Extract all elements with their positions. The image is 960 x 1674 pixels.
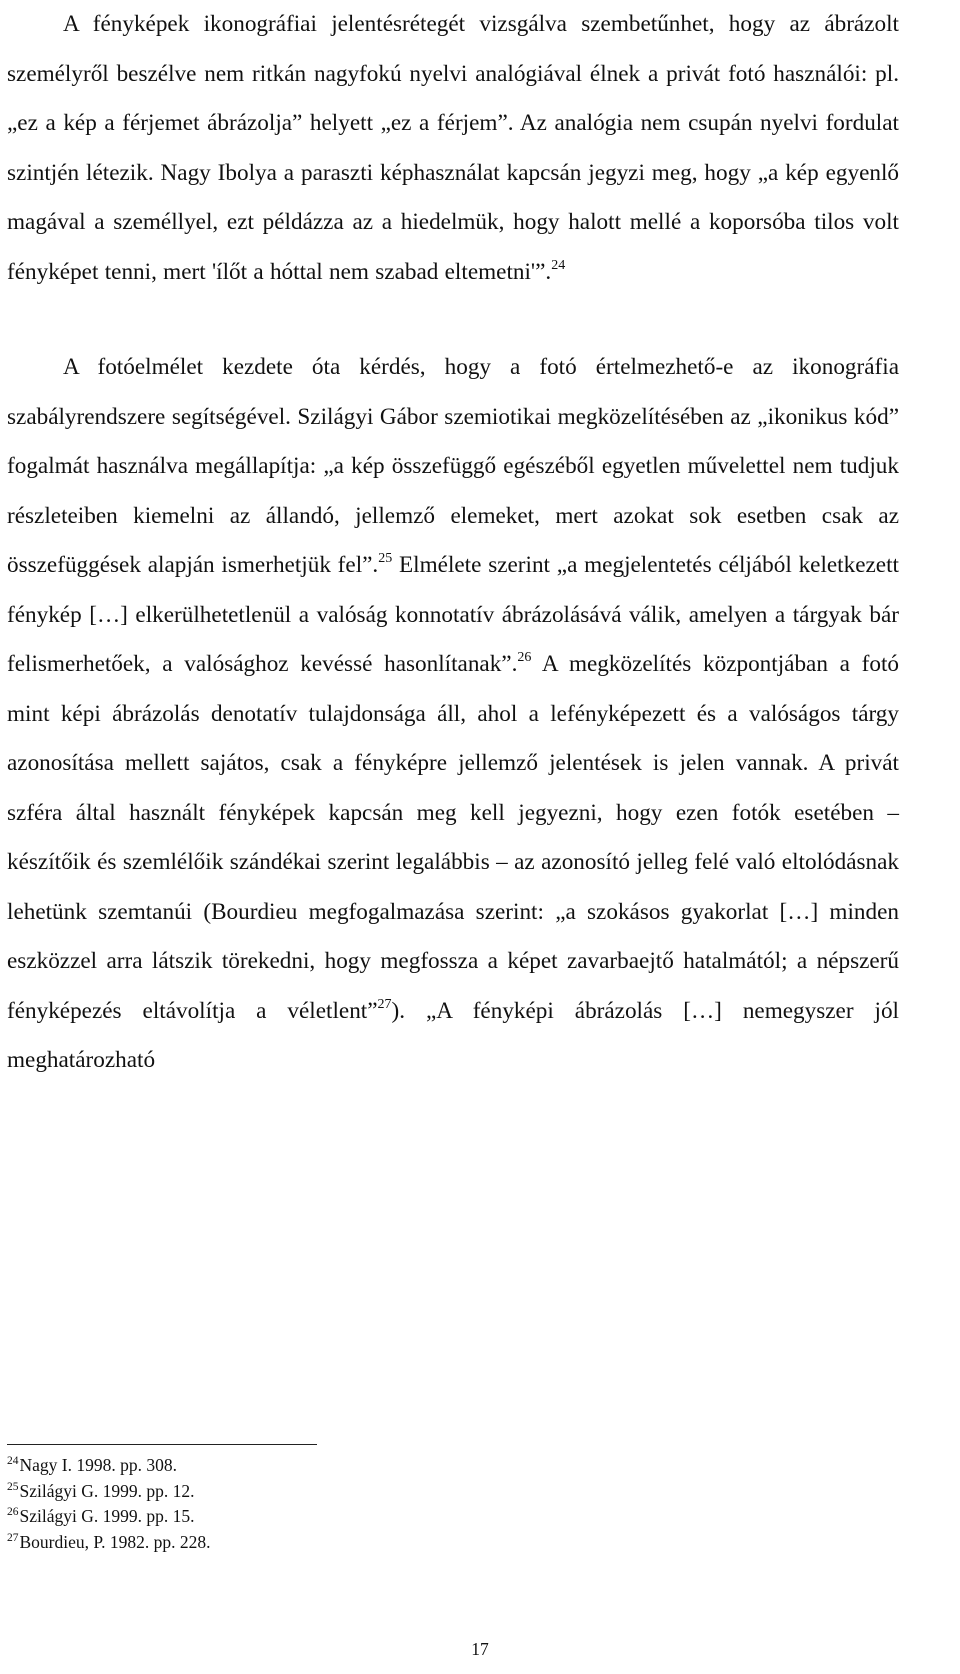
paragraph-2 (7, 343, 899, 1086)
footnote-text: Szilágyi G. 1999. pp. 15. (19, 1506, 195, 1526)
footnote-26 (7, 1504, 607, 1530)
footnote-25 (7, 1479, 607, 1505)
footnote-number: 27 (7, 1531, 19, 1544)
footnote-text: Bourdieu, P. 1982. pp. 228. (19, 1531, 211, 1552)
footnote-ref-26: 26 (517, 650, 532, 665)
footnote-24 (7, 1453, 607, 1479)
paragraph-2-text-b: Elmélete szerint „a megjelentetés céljából keletkezett fénykép […] elkerülhetetlenül a valóság konnotatív ábrázolásává válik, amelyen a tárgyak bár felismerhetőek, a valósághoz kevéssé hasonlítanak”. (7, 552, 899, 677)
footnote-number: 26 (7, 1506, 19, 1518)
paragraph-2-text-d: ). „A fényképi ábrázolás […] nemegyszer jól meghatározható (7, 997, 899, 1073)
footnote-27 (7, 1530, 607, 1556)
footnote-ref-24: 24 (551, 257, 566, 273)
page-number: 17 (471, 1639, 489, 1659)
footnote-number: 25 (7, 1480, 19, 1493)
footnote-text: Nagy I. 1998. pp. 308. (19, 1455, 177, 1475)
paragraph-1-text: A fényképek ikonográfiai jelentésrétegét vizsgálva szembetűnhet, hogy az ábrázolt személyről beszélve nem ritkán nagyfokú nyelvi analógiával élnek a privát fotó használói: pl. „ez a kép a férjemet ábrázolja” helyett „ez a férjem”. Az analógia nem csupán nyelvi fordulat szintjén létezik. Nagy Ibolya a paraszti képhasználat kapcsán jegyzi meg, hogy „a kép egyenlő magával a személlyel, ezt példázza az a hiedelmük, hogy halott mellé a koporsóba tilos volt fényképet tenni, mert 'ílőt a hóttal nem szabad eltemetni'”. (7, 11, 899, 285)
footnote-ref-27: 27 (377, 996, 392, 1012)
footnote-ref-25: 25 (378, 551, 393, 566)
footnote-separator (7, 1444, 317, 1445)
page-body (7, 0, 899, 1086)
footnotes (7, 1453, 607, 1555)
paragraph-1 (7, 0, 899, 297)
footnote-number: 24 (7, 1455, 19, 1467)
paragraph-2-text-a: A fotóelmélet kezdete óta kérdés, hogy a fotó értelmezhető-e az ikonográfia szabályrendszere segítségével. Szilágyi Gábor szemiotikai megközelítésében az „ikonikus kód” fogalmát használva megállapítja: „a kép összefüggő egészéből egyetlen művelettel nem tudjuk részleteiben kiemelni az állandó, jellemző elemeket, mert azokat sok esetben csak az összefüggések alapján ismerhetjük fel”. (7, 354, 899, 578)
footnote-text: Szilágyi G. 1999. pp. 12. (19, 1480, 195, 1501)
paragraph-2-text-c: A megközelítés központjában a fotó mint képi ábrázolás denotatív tulajdonsága áll, ahol a lefényképezett és a valóságos tárgy azonosítása mellett sajátos, csak a fényképre jellemző jelentések is jelen vannak. A privát szféra által használt fényképek kapcsán meg kell jegyezni, hogy ezen fotók esetében – készítőik és szemlélőik szándékai szerint legalábbis – az azonosító jelleg felé való eltolódásnak lehetünk szemtanúi (Bourdieu megfogalmazása szerint: „a szokásos gyakorlat […] minden eszközzel arra látszik törekedni, hogy megfossza a képet zavarbaejtő hatalmától; a népszerű fényképezés eltávolítja a véletlent” (7, 651, 899, 1024)
